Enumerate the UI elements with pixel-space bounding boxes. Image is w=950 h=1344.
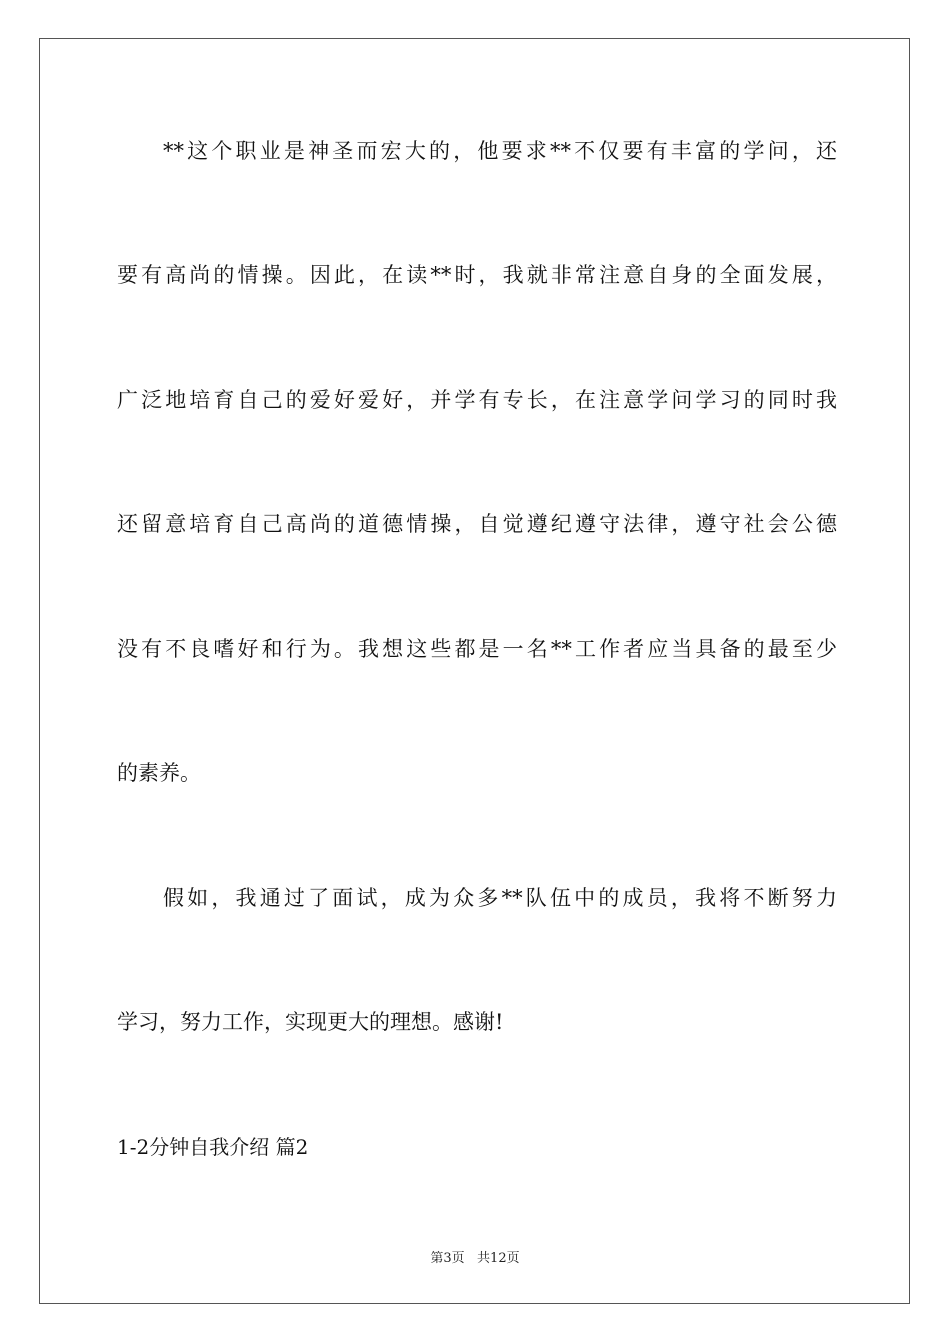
paragraph-1-line-2: 要有高尚的情操。因此，在读**时，我就非常注意自身的全面发展，	[117, 263, 837, 287]
paragraph-1-line-1: **这个职业是神圣而宏大的，他要求**不仅要有丰富的学问，还	[163, 139, 837, 163]
page-border	[39, 38, 910, 1304]
paragraph-1-line-6: 的素养。	[117, 761, 201, 785]
paragraph-1-line-3: 广泛地培育自己的爱好爱好，并学有专长，在注意学问学习的同时我	[117, 388, 837, 412]
section-heading: 1-2分钟自我介绍 篇2	[117, 1135, 309, 1159]
page-number-footer: 第3页 共12页	[430, 1251, 520, 1266]
paragraph-1-line-4: 还留意培育自己高尚的道德情操，自觉遵纪遵守法律，遵守社会公德	[117, 512, 837, 536]
paragraph-1-line-5: 没有不良嗜好和行为。我想这些都是一名**工作者应当具备的最至少	[117, 637, 837, 661]
paragraph-2-line-2: 学习，努力工作，实现更大的理想。感谢!	[117, 1010, 504, 1034]
paragraph-2-line-1: 假如，我通过了面试，成为众多**队伍中的成员，我将不断努力	[163, 886, 837, 910]
